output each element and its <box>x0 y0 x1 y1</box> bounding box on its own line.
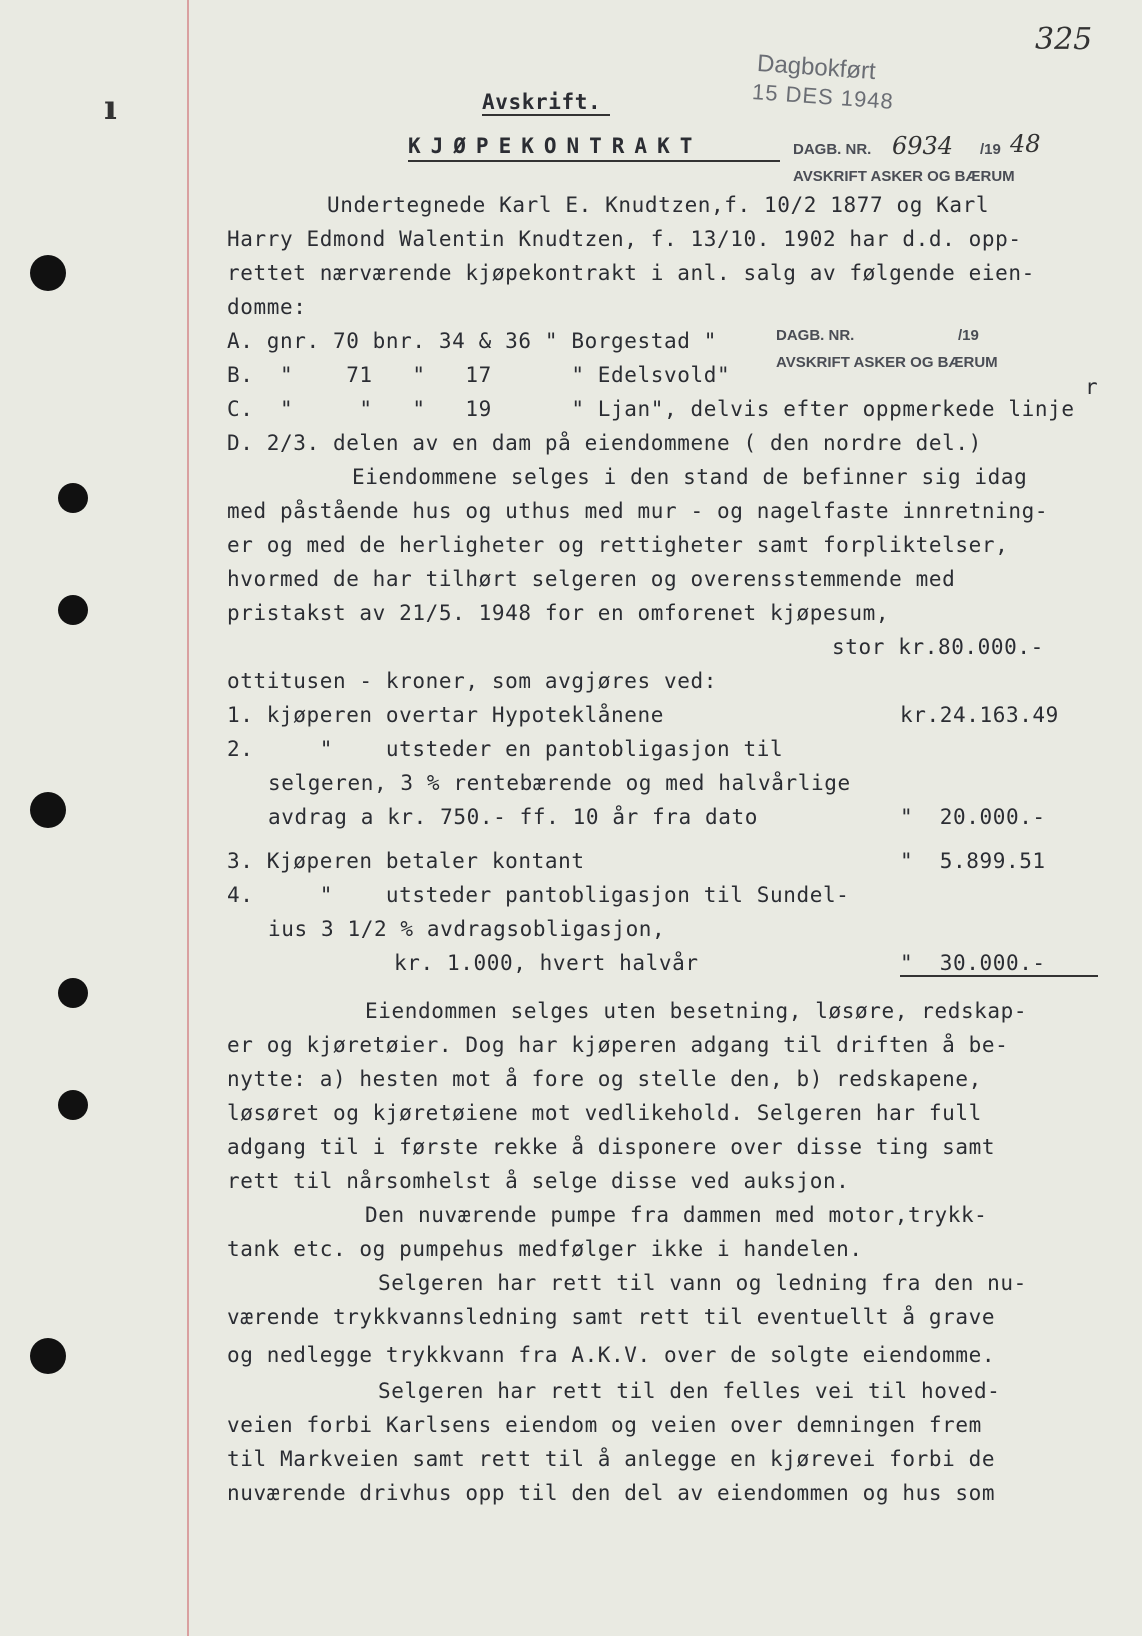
text-line: er og kjøretøier. Dog har kjøperen adgang til driften å be- <box>227 1033 1009 1057</box>
reg-stamp-1-office: AVSKRIFT ASKER OG BÆRUM <box>793 168 1015 185</box>
text-line: ottitusen - kroner, som avgjøres ved: <box>227 669 717 693</box>
text-line: tank etc. og pumpehus medfølger ikke i handelen. <box>227 1237 863 1261</box>
reg-stamp-1-label: DAGB. NR. <box>793 141 872 158</box>
text-line: ius 3 1/2 % avdragsobligasjon, <box>268 917 666 941</box>
punch-hole <box>58 595 88 625</box>
payment-amount-2: " 20.000.- <box>900 805 1046 829</box>
text-line: er og med de herligheter og rettigheter samt forpliktelser, <box>227 533 1009 557</box>
contract-title: KJØPEKONTRAKT <box>408 134 703 158</box>
text-line: kr. 1.000, hvert halvår <box>394 951 699 975</box>
reg-stamp-1-year-prefix: /19 <box>980 141 1001 158</box>
text-line: rettet nærværende kjøpekontrakt i anl. salg av følgende eien- <box>227 261 1035 285</box>
dagbokfort-stamp-label: Dagbokført <box>756 49 877 86</box>
reg-stamp-2-year-prefix: /19 <box>958 327 979 344</box>
text-line: nytte: a) hesten mot å fore og stelle den, b) redskapene, <box>227 1067 982 1091</box>
reg-stamp-1-year: 48 <box>1010 130 1041 158</box>
text-line: Undertegnede Karl E. Knudtzen,f. 10/2 1877 og Karl <box>327 193 990 217</box>
reg-stamp-2-office: AVSKRIFT ASKER OG BÆRUM <box>776 354 998 371</box>
purchase-sum: stor kr.80.000.- <box>832 635 1044 659</box>
payment-item-1: 1. kjøperen overtar Hypoteklånene <box>227 703 665 727</box>
text-line: værende trykkvannsledning samt rett til eventuellt å grave <box>227 1305 996 1329</box>
payment-item-4: 4. " utsteder pantobligasjon til Sundel- <box>227 883 850 907</box>
text-line: pristakst av 21/5. 1948 for en omforenet kjøpesum, <box>227 601 890 625</box>
text-line: hvormed de har tilhørt selgeren og overensstemmende med <box>227 567 956 591</box>
payment-amount-4: " 30.000.- <box>900 951 1046 975</box>
payment-amount-1: kr.24.163.49 <box>900 703 1059 727</box>
page-number: 325 <box>1035 22 1093 57</box>
text-line: og nedlegge trykkvann fra A.K.V. over de solgte eiendomme. <box>227 1343 996 1367</box>
property-line-d: D. 2/3. delen av en dam på eiendommene ( den nordre del.) <box>227 431 982 455</box>
payment-item-2: 2. " utsteder en pantobligasjon til <box>227 737 784 761</box>
text-line: Harry Edmond Walentin Knudtzen, f. 13/10. 1902 har d.d. opp- <box>227 227 1022 251</box>
text-line: Eiendommene selges i den stand de befinner sig idag <box>352 465 1028 489</box>
punch-hole <box>30 792 66 828</box>
text-line: Selgeren har rett til den felles vei til hoved- <box>378 1379 1001 1403</box>
margin-tick: ı <box>104 88 117 128</box>
heading-underline <box>482 114 610 116</box>
property-line-a: A. gnr. 70 bnr. 34 & 36 " Borgestad " <box>227 329 717 353</box>
text-line: nuværende drivhus opp til den del av eiendommen og hus som <box>227 1481 996 1505</box>
text-line: Den nuværende pumpe fra dammen med motor,trykk- <box>365 1203 988 1227</box>
text-line: med påstående hus og uthus med mur - og nagelfaste innretning- <box>227 499 1049 523</box>
text-line: veien forbi Karlsens eiendom og veien over demningen frem <box>227 1413 982 1437</box>
margin-rule <box>187 0 189 1636</box>
reg-stamp-1-number: 6934 <box>892 132 954 160</box>
punch-hole <box>30 1338 66 1374</box>
text-line: rett til nårsomhelst å selge disse ved auksjon. <box>227 1169 850 1193</box>
heading-avskrift: Avskrift. <box>482 90 602 114</box>
punch-hole <box>58 483 88 513</box>
text-line: selgeren, 3 % rentebærende og med halvårlige <box>268 771 851 795</box>
text-line: løsøret og kjøretøiene mot vedlikehold. Selgeren har full <box>227 1101 982 1125</box>
text-line: adgang til i første rekke å disponere over disse ting samt <box>227 1135 996 1159</box>
title-underline <box>408 160 780 162</box>
text-line: domme: <box>227 295 307 319</box>
margin-mark: r <box>1085 375 1099 399</box>
reg-stamp-2-label: DAGB. NR. <box>776 327 855 344</box>
text-line: Selgeren har rett til vann og ledning fra den nu- <box>378 1271 1027 1295</box>
total-underline <box>900 975 1098 977</box>
punch-hole <box>58 1090 88 1120</box>
property-line-b: B. " 71 " 17 " Edelsvold" <box>227 363 731 387</box>
punch-hole <box>58 978 88 1008</box>
text-line: avdrag a kr. 750.- ff. 10 år fra dato <box>268 805 758 829</box>
property-line-c: C. " " " 19 " Ljan", delvis efter oppmerkede linje <box>227 397 1075 421</box>
punch-hole <box>30 255 66 291</box>
text-line: til Markveien samt rett til å anlegge en kjørevei forbi de <box>227 1447 996 1471</box>
payment-item-3: 3. Kjøperen betaler kontant <box>227 849 585 873</box>
text-line: Eiendommen selges uten besetning, løsøre, redskap- <box>365 999 1028 1023</box>
dagbokfort-stamp-date: 15 DES 1948 <box>751 79 895 114</box>
payment-amount-3: " 5.899.51 <box>900 849 1046 873</box>
